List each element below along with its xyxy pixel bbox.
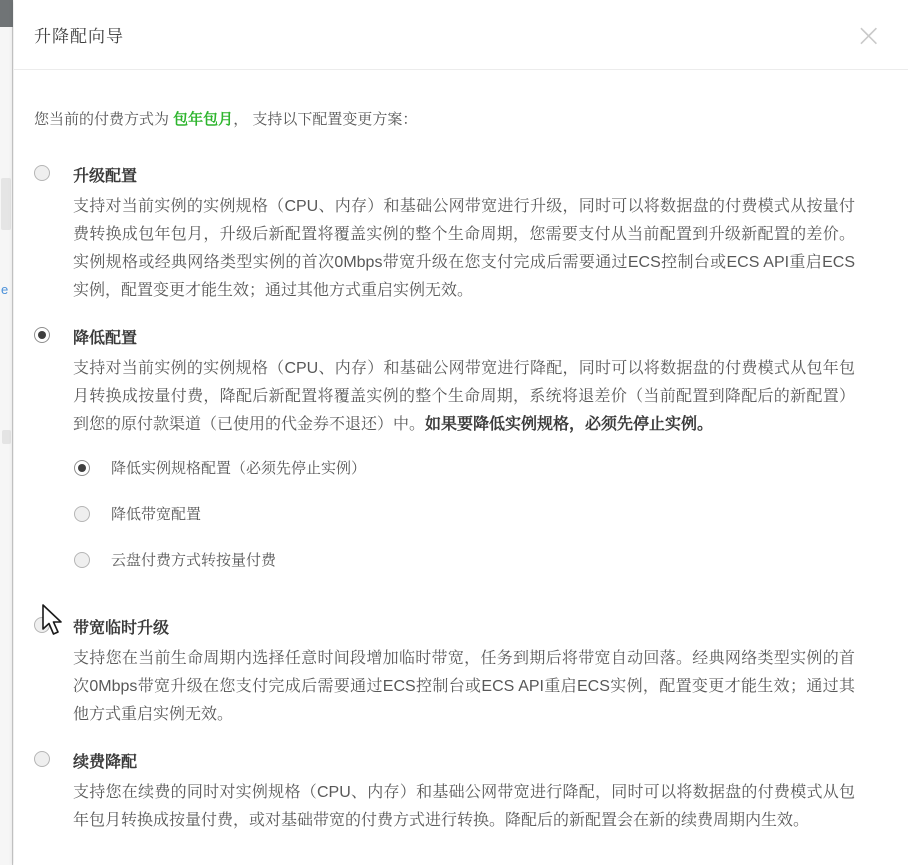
close-icon[interactable]: × [855, 15, 882, 54]
radio-disk-to-payg[interactable] [74, 552, 90, 568]
option-upgrade-config-label[interactable]: 升级配置 [73, 168, 138, 185]
sub-option-lower-bandwidth [74, 503, 855, 524]
option-downgrade-config-description: 支持对当前实例的实例规格（CPU、内存）和基础公网带宽进行降配，同时可以将数据盘的付费模式从包年包月转换成按量付费，降配后新配置将覆盖实例的整个生命周期，系统将退差价（当前配置到降配后的新配置）到您的原付款渠道（已使用的代金券不退还）中。如果要降低实例规格，必须先停止实例。 [73, 360, 855, 433]
underlying-page-edge [0, 0, 13, 865]
sub-option-lower-instance-spec [74, 457, 855, 478]
radio-upgrade-config[interactable] [34, 165, 50, 181]
option-temp-bandwidth-upgrade [34, 615, 880, 729]
option-temp-bandwidth-upgrade-label[interactable]: 带宽临时升级 [73, 620, 170, 637]
option-renew-downgrade-description: 支持您在续费的同时对实例规格（CPU、内存）和基础公网带宽进行降配，同时可以将数据盘的付费模式从包年包月转换成按量付费，或对基础带宽的付费方式进行转换。降配后的新配置会在新的续费周期内生效。 [73, 784, 855, 829]
downgrade-sub-options [74, 457, 855, 570]
dialog-header [14, 0, 908, 70]
billing-method-highlight: 包年包月 [173, 111, 234, 128]
intro-prefix: 您当前的付费方式为 [34, 111, 174, 128]
radio-lower-instance-spec[interactable] [74, 460, 90, 476]
option-upgrade-config [34, 163, 880, 305]
option-temp-bandwidth-upgrade-description: 支持您在当前生命周期内选择任意时间段增加临时带宽，任务到期后将带宽自动回落。经典网络类型实例的首次0Mbps带宽升级在您支付完成后需要通过ECS控制台或ECS API重启ECS实例，配置变更才能生效；通过其他方式重启实例无效。 [73, 650, 855, 723]
sub-option-disk-to-payg [74, 549, 855, 570]
sub-option-disk-to-payg-label[interactable]: 云盘付费方式转按量付费 [111, 552, 277, 569]
option-renew-downgrade [34, 749, 880, 835]
underlying-page-mark [2, 430, 11, 444]
radio-lower-bandwidth[interactable] [74, 506, 90, 522]
sub-option-lower-bandwidth-label[interactable]: 降低带宽配置 [111, 506, 202, 523]
sub-option-lower-instance-spec-label[interactable]: 降低实例规格配置（必须先停止实例） [111, 460, 367, 477]
radio-downgrade-config[interactable] [34, 327, 50, 343]
underlying-page-mark [1, 178, 11, 230]
option-downgrade-config [34, 325, 880, 595]
underlying-page-text-fragment: e [1, 282, 9, 297]
intro-text [34, 108, 880, 129]
option-upgrade-config-description: 支持对当前实例的实例规格（CPU、内存）和基础公网带宽进行升级，同时可以将数据盘的付费模式从按量付费转换成包年包月，升级后新配置将覆盖实例的整个生命周期，您需要支付从当前配置到升级新配置的差价。实例规格或经典网络类型实例的首次0Mbps带宽升级在您支付完成后需要通过ECS控制台或ECS API重启ECS实例，配置变更才能生效；通过其他方式重启实例无效。 [73, 198, 855, 299]
dialog-content [14, 70, 908, 835]
radio-temp-bandwidth-upgrade[interactable] [34, 617, 50, 633]
option-renew-downgrade-label[interactable]: 续费降配 [73, 754, 138, 771]
radio-renew-downgrade[interactable] [34, 751, 50, 767]
upgrade-downgrade-wizard-dialog [14, 0, 908, 865]
intro-suffix: ， 支持以下配置变更方案： [233, 111, 418, 128]
underlying-page-dark-block [0, 0, 13, 27]
option-downgrade-config-label[interactable]: 降低配置 [73, 330, 138, 347]
downgrade-warning-bold: 如果要降低实例规格，必须先停止实例。 [425, 416, 714, 433]
dialog-title: 升降配向导 [34, 27, 124, 46]
